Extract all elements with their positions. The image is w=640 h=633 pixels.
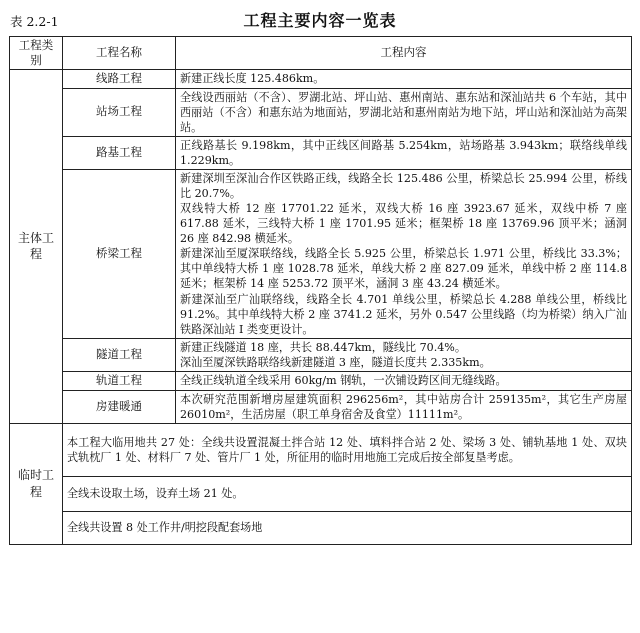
content-paragraph: 本次研究范围新增房屋建筑面积 296256m²，其中站房合计 259135m²，其它生产房屋 26010m²，生活房屋（职工单身宿舍及食堂）11111m²。 xyxy=(180,392,627,421)
content-paragraph: 深汕至厦深铁路联络线新建隧道 3 座，隧道长度共 2.335km。 xyxy=(180,355,491,369)
temporary-content: 全线共设置 8 处工作井/明挖段配套场地 xyxy=(63,511,632,544)
content-paragraph: 全线设西丽站（不含）、罗湖北站、坪山站、惠州南站、惠东站和深汕站共 6 个车站，其中西丽站（不含）和惠东站为地面站，罗湖北站和惠州南站为地下站，坪山站和深汕站为高架站。 xyxy=(180,90,627,134)
temporary-content: 本工程大临用地共 27 处：全线共设置混凝土拌合站 12 处、填料拌合站 2 处、梁场 3 处、铺轨基地 1 处、双块式轨枕厂 1 处、材料厂 7 处、管片厂 1 处，所征用的临时用地施工完成后按全部复垦考虑。 xyxy=(63,423,632,476)
table-row xyxy=(10,169,632,338)
project-name: 路基工程 xyxy=(63,136,176,169)
project-content xyxy=(176,169,632,338)
table-row xyxy=(10,69,632,88)
table-number: 表 2.2-1 xyxy=(10,14,59,29)
content-paragraph: 双线特大桥 12 座 17701.22 延米，双线大桥 16 座 3923.67 延米，双线中桥 7 座 617.88 延米，三线特大桥 1 座 1701.95 延米；框架桥 18 座 13769.96 顶平米；涵洞 26 座 842.98 横延米。 xyxy=(180,202,627,246)
project-content xyxy=(176,390,632,423)
project-content-table xyxy=(9,36,632,545)
table-row xyxy=(10,511,632,544)
project-name: 房建暖通 xyxy=(63,390,176,423)
table-row xyxy=(10,390,632,423)
header-category: 工程类别 xyxy=(10,37,63,70)
project-content xyxy=(176,371,632,390)
project-content xyxy=(176,136,632,169)
table-row xyxy=(10,476,632,511)
table-body xyxy=(10,69,632,544)
content-paragraph: 新建深圳至深汕合作区铁路正线，线路全长 125.486 公里，桥梁总长 25.994 公里，桥线比 20.7%。 xyxy=(180,171,627,200)
table-title: 工程主要内容一览表 xyxy=(243,11,397,30)
content-paragraph: 新建深汕至厦深联络线，线路全长 5.925 公里，桥梁总长 1.971 公里，桥线比 33.3%；其中单线特大桥 1 座 1028.78 延米，单线大桥 2 座 827.09 延米，单线中桥 2 座 114.8 延米；框架桥 14 座 5253.72 顶平米，涵洞 3 座 43.24 横延米。 xyxy=(180,247,627,291)
project-name: 轨道工程 xyxy=(63,371,176,390)
content-paragraph: 正线路基长 9.198km，其中正线区间路基 5.254km，站场路基 3.943km；联络线单线 1.229km。 xyxy=(180,138,627,167)
temporary-content: 全线未设取土场，设弃土场 21 处。 xyxy=(63,476,632,511)
table-row xyxy=(10,423,632,476)
project-content xyxy=(176,69,632,88)
project-name: 隧道工程 xyxy=(63,338,176,371)
category-main: 主体工程 xyxy=(10,69,63,423)
project-name: 桥梁工程 xyxy=(63,169,176,338)
project-name: 线路工程 xyxy=(63,69,176,88)
content-paragraph: 新建深汕至广汕联络线，线路全长 4.701 单线公里，桥梁总长 4.288 单线公里，桥线比 91.2%。其中单线特大桥 2 座 3741.2 延米，另外 0.547 公里线路（均为桥梁）纳入广汕铁路深汕站 I 类变更设计。 xyxy=(180,292,627,336)
table-row xyxy=(10,371,632,390)
project-name: 站场工程 xyxy=(63,88,176,136)
project-content xyxy=(176,338,632,371)
project-content xyxy=(176,88,632,136)
table-row xyxy=(10,136,632,169)
content-paragraph: 全线正线轨道全线采用 60kg/m 钢轨，一次铺设跨区间无缝线路。 xyxy=(180,374,507,388)
header-name: 工程名称 xyxy=(63,37,176,70)
header-row xyxy=(10,37,632,70)
caption-row xyxy=(0,0,640,34)
content-paragraph: 新建正线隧道 18 座，共长 88.447km，隧线比 70.4%。 xyxy=(180,340,466,354)
category-temporary: 临时工程 xyxy=(10,423,63,544)
table-row xyxy=(10,88,632,136)
header-content: 工程内容 xyxy=(176,37,632,70)
content-paragraph: 新建正线长度 125.486km。 xyxy=(180,72,325,86)
table-row xyxy=(10,338,632,371)
